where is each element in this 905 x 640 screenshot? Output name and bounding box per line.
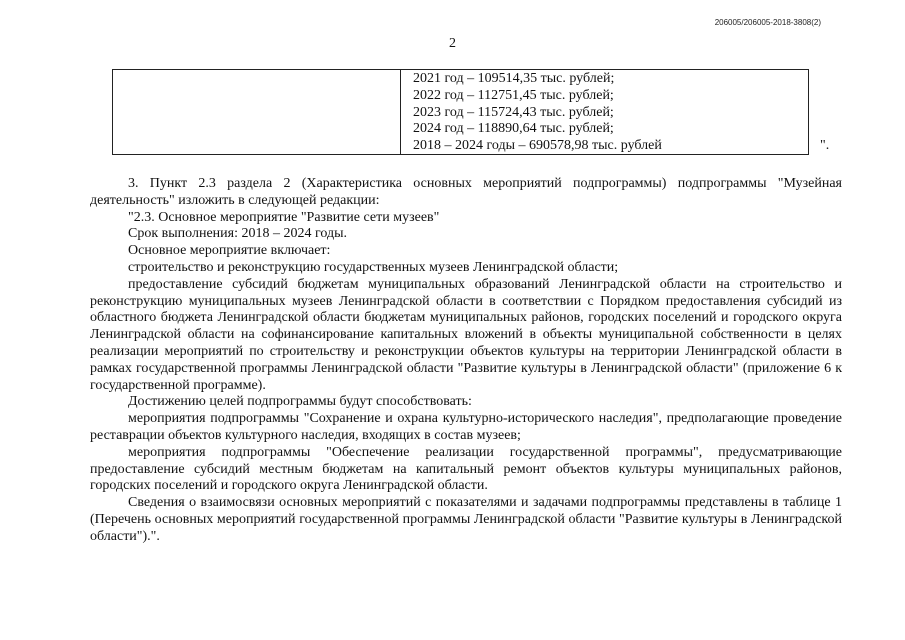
paragraph-table-reference: Сведения о взаимосвязи основных мероприятий с показателями и задачами подпрограммы представлены в таблице 1 (Перечень основных мероприятий государственной программы Ленинградской области "Развитие культуры в Ленинградской области").". (90, 495, 842, 544)
budget-row: 2024 год – 118890,64 тыс. рублей; (413, 121, 614, 137)
paragraph-construction: строительство и реконструкцию государственных музеев Ленинградской области; (128, 259, 619, 275)
budget-row-total: 2018 – 2024 годы – 690578,98 тыс. рублей (413, 138, 662, 154)
table-cell-empty (113, 70, 401, 154)
closing-quote: ". (820, 138, 830, 153)
budget-table (112, 69, 809, 155)
table-cell-budget (413, 71, 662, 155)
paragraph-item-3: 3. Пункт 2.3 раздела 2 (Характеристика основных мероприятий подпрограммы) подпрограммы "Музейная деятельность" изложить в следующей редакции: (90, 176, 842, 208)
paragraph-term: Срок выполнения: 2018 – 2024 годы. (128, 226, 347, 242)
document-body (90, 176, 842, 546)
paragraph-includes: Основное мероприятие включает: (128, 243, 331, 259)
paragraph-goals: Достижению целей подпрограммы будут способствовать: (128, 394, 472, 410)
paragraph-program-support: мероприятия подпрограммы "Обеспечение реализации государственной программы", предусматривающие предоставление субсидий местным бюджетам на капитальный ремонт объектов культуры муниципальных районов, городских поселений и городского округа Ленинградской области. (90, 444, 842, 494)
paragraph-heritage: мероприятия подпрограммы "Сохранение и охрана культурно-исторического наследия", предполагающие проведение реставрации объектов культурного наследия, входящих в состав музеев; (90, 411, 842, 443)
budget-row: 2023 год – 115724,43 тыс. рублей; (413, 104, 614, 120)
paragraph-heading: "2.3. Основное мероприятие "Развитие сети музеев" (128, 209, 440, 225)
budget-row: 2022 год – 112751,45 тыс. рублей; (413, 87, 614, 103)
document-id: 206005/206005-2018-3808(2) (714, 18, 821, 27)
paragraph-subsidies: предоставление субсидий бюджетам муниципальных образований Ленинградской области на строительство и реконструкцию муниципальных музеев Ленинградской области в соответствии с Порядком предоставления субсидий из областного бюджета Ленинградской области бюджетам муниципальных районов, городских поселений и городского округа Ленинградской области на софинансирование капитальных вложений в объекты муниципальной собственности в целях реализации мероприятий по строительству и реконструкции объектов культуры на территории Ленинградской области в рамках государственной программы Ленинградской области "Развитие культуры в Ленинградской области" (приложение 6 к государственной программе). (90, 276, 842, 393)
page-number: 2 (449, 36, 456, 51)
budget-row: 2021 год – 109514,35 тыс. рублей; (413, 71, 615, 86)
